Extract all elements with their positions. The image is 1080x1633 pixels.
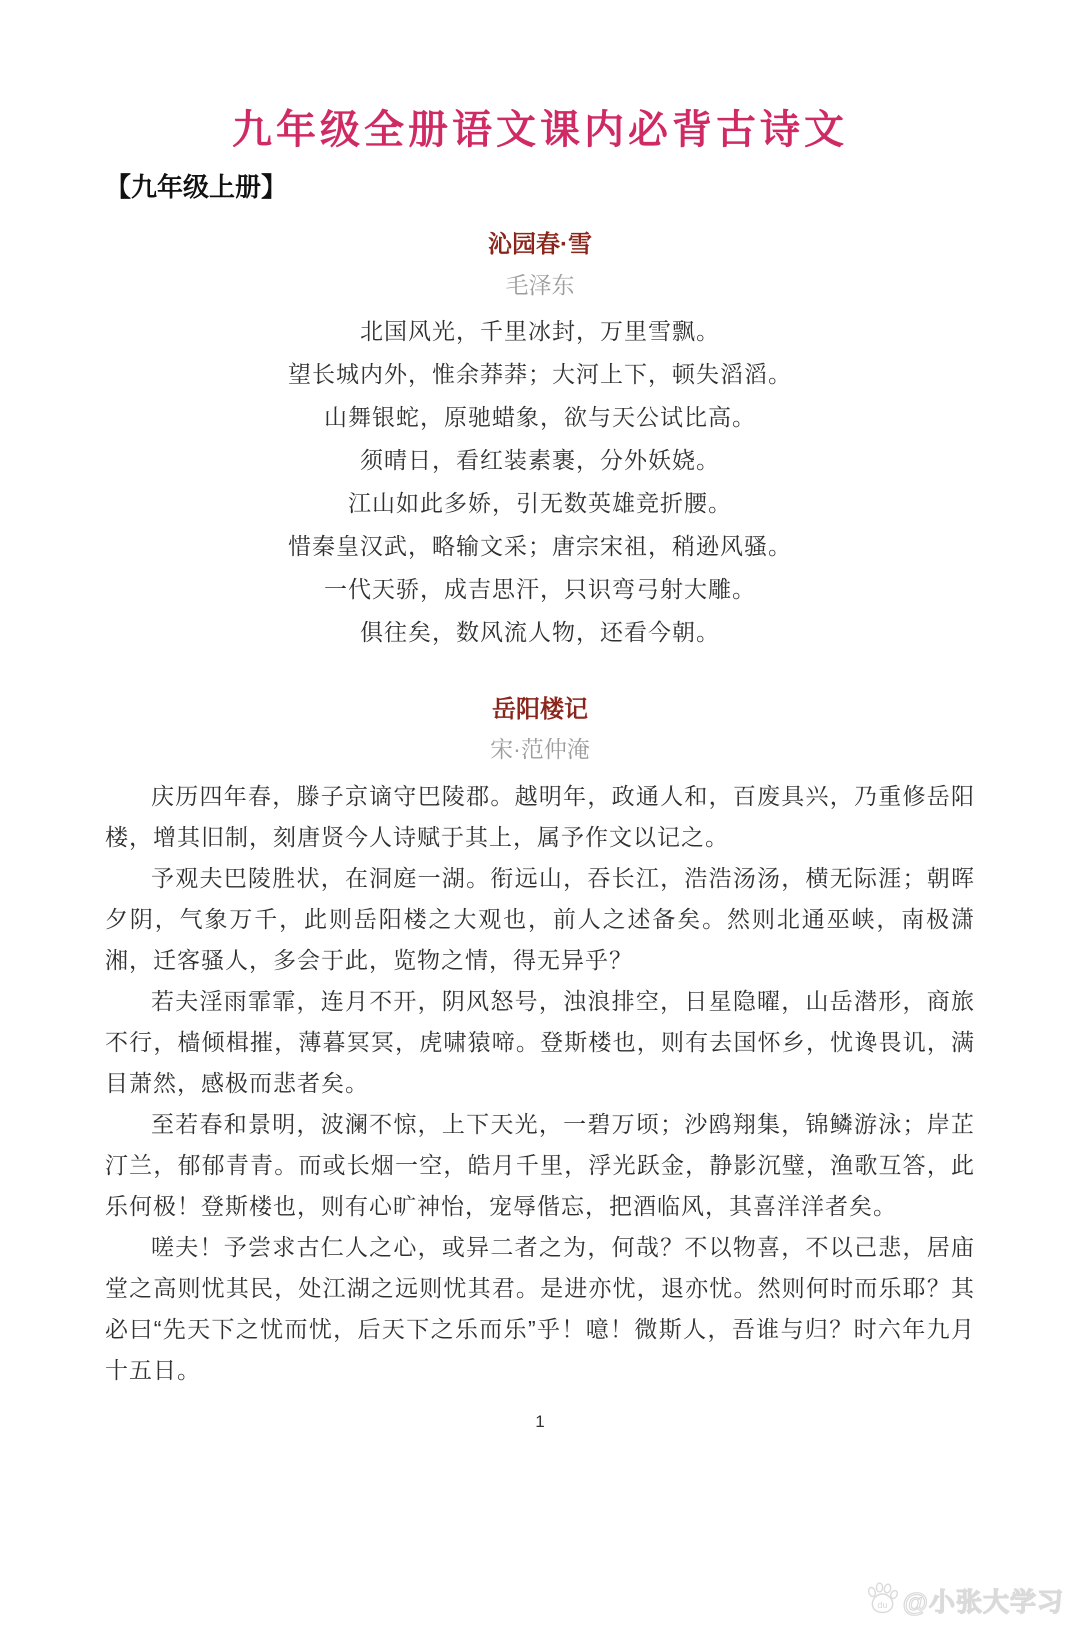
watermark (865, 1582, 1064, 1619)
poem-body (105, 310, 975, 654)
document-title: 九年级全册语文课内必背古诗文 (232, 108, 848, 152)
prose-paragraph: 若夫淫雨霏霏，连月不开，阴风怒号，浊浪排空，日星隐曜，山岳潜形，商旅不行，樯倾楫摧，薄暮冥冥，虎啸猿啼。登斯楼也，则有去国怀乡，忧谗畏讥，满目萧然，感极而悲者矣。 (105, 987, 975, 1096)
poem-line: 望长城内外，惟余莽莽；大河上下，顿失滔滔。 (288, 360, 792, 387)
page-number: 1 (535, 1411, 545, 1431)
prose-paragraph: 予观夫巴陵胜状，在洞庭一湖。衔远山，吞长江，浩浩汤汤，横无际涯；朝晖夕阴，气象万千，此则岳阳楼之大观也，前人之述备矣。然则北通巫峡，南极潇湘，迁客骚人，多会于此，览物之情，得无异乎？ (105, 864, 975, 973)
prose-author: 宋·范仲淹 (490, 736, 590, 763)
poem-line: 北国风光，千里冰封，万里雪飘。 (360, 317, 720, 344)
prose-paragraph: 庆历四年春，滕子京谪守巴陵郡。越明年，政通人和，百废具兴，乃重修岳阳楼，增其旧制，刻唐贤今人诗赋于其上，属予作文以记之。 (105, 782, 975, 850)
poem-line: 俱往矣，数风流人物，还看今朝。 (360, 618, 720, 645)
watermark-text: @小张大学习 (902, 1587, 1064, 1617)
poem-line: 江山如此多娇，引无数英雄竞折腰。 (348, 489, 732, 516)
poem-author: 毛泽东 (505, 271, 575, 298)
poem-line: 一代天骄，成吉思汗，只识弯弓射大雕。 (324, 575, 756, 602)
section-label: 【九年级上册】 (105, 172, 288, 202)
document-page (0, 106, 1080, 1633)
baidu-paw-icon (865, 1582, 899, 1619)
paw-icon-label: du (877, 1600, 888, 1610)
prose-title: 岳阳楼记 (492, 695, 588, 723)
prose-paragraph: 至若春和景明，波澜不惊，上下天光，一碧万顷；沙鸥翔集，锦鳞游泳；岸芷汀兰，郁郁青青。而或长烟一空，皓月千里，浮光跃金，静影沉璧，渔歌互答，此乐何极！登斯楼也，则有心旷神怡，宠辱偕忘，把酒临风，其喜洋洋者矣。 (105, 1110, 975, 1219)
prose-paragraph: 嗟夫！予尝求古仁人之心，或异二者之为，何哉？不以物喜，不以己悲，居庙堂之高则忧其民，处江湖之远则忧其君。是进亦忧，退亦忧。然则何时而乐耶？其必曰“先天下之忧而忧，后天下之乐而乐”乎！噫！微斯人，吾谁与归？时六年九月十五日。 (105, 1233, 975, 1383)
poem-title: 沁园春·雪 (488, 231, 592, 259)
prose-body (105, 776, 975, 1391)
poem-line: 惜秦皇汉武，略输文采；唐宗宋祖，稍逊风骚。 (288, 532, 792, 559)
poem-line: 须晴日，看红装素裹，分外妖娆。 (360, 446, 720, 473)
poem-line: 山舞银蛇，原驰蜡象，欲与天公试比高。 (324, 403, 756, 430)
